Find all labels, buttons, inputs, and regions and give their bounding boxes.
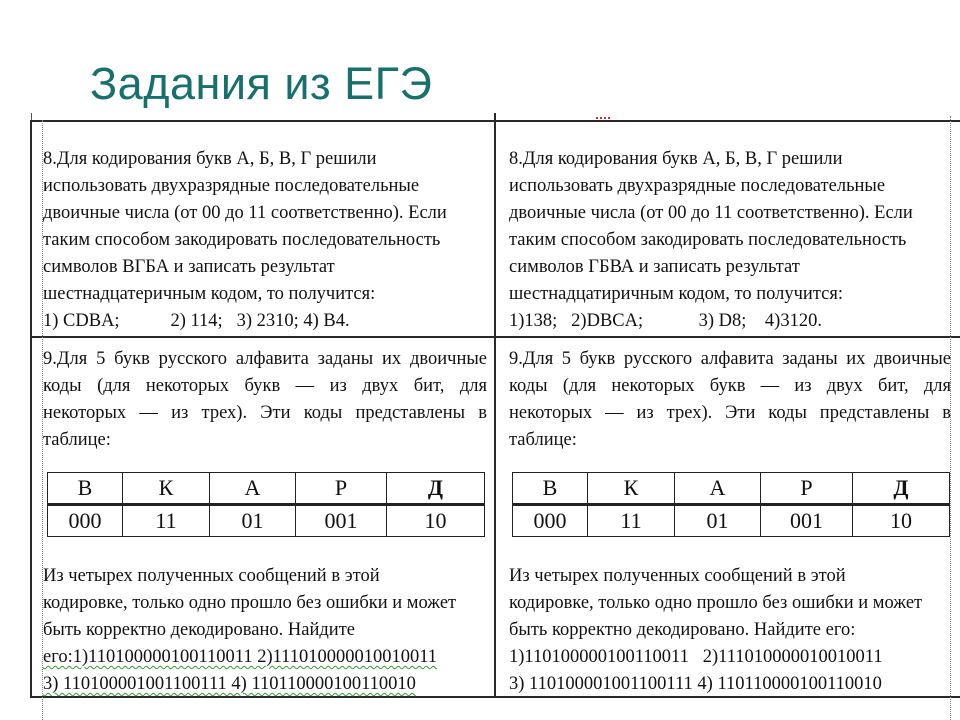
table-cell: Д <box>853 473 950 505</box>
text-line: двоичные числа (от 00 до 11 соответственно). Если <box>43 203 447 223</box>
table-middle-border <box>494 113 496 698</box>
code-table-codes-row <box>48 505 485 537</box>
table-left-border <box>30 120 32 698</box>
text-line: таким способом закодировать последовательность <box>509 230 907 250</box>
text-line: быть корректно декодировано. Найдите его: <box>509 620 856 640</box>
table-cell: В <box>48 473 123 505</box>
text-line: символов ВГБА и записать результат <box>43 257 335 277</box>
text-line: 8.Для кодирования букв А, Б, В, Г решили <box>509 149 843 169</box>
text-line: некоторых — из трех). Эти коды представлены в <box>509 403 951 423</box>
top-left-tick <box>31 113 32 120</box>
text-line: использовать двухразрядные последовательные <box>509 176 886 196</box>
table-cell: Д <box>387 473 485 505</box>
text-line: 9.Для 5 букв русского алфавита заданы их двоичные <box>509 349 951 369</box>
text-line: некоторых — из трех). Эти коды представлены в <box>43 403 487 423</box>
task9-left-intro <box>43 346 487 454</box>
table-cell: 001 <box>296 505 387 537</box>
table-cell: 11 <box>588 505 675 537</box>
table-cell: 10 <box>387 505 485 537</box>
table-cell: Р <box>296 473 387 505</box>
text-line: коды (для некоторых букв — из двух бит, для <box>509 376 951 396</box>
answer-options: 1)138; 2)DBCA; 3) D8; 4)3120. <box>509 311 822 331</box>
table-cell: 000 <box>513 505 588 537</box>
slide-title: Задания из ЕГЭ <box>90 58 433 109</box>
table-cell: 10 <box>853 505 950 537</box>
text-line: Из четырех полученных сообщений в этой <box>43 566 380 586</box>
code-table-letters-row <box>48 473 485 505</box>
task9-right-body <box>509 563 954 698</box>
table-cell: 11 <box>123 505 210 537</box>
code-table-letters-row <box>513 473 950 505</box>
answer-options: 1)110100000100110011 2)111010000010010011 <box>509 647 883 667</box>
text-line: символов ГБВА и записать результат <box>509 257 800 277</box>
answer-options: его:1)110100000100110011 2)111010000010010011 <box>43 647 438 667</box>
text-line: 8.Для кодирования букв А, Б, В, Г решили <box>43 149 377 169</box>
text-line: таблице: <box>43 430 111 450</box>
text-line: Из четырех полученных сообщений в этой <box>509 566 846 586</box>
text-line: шестнадцатеричным кодом, то получится: <box>43 284 376 304</box>
text-line: таблице: <box>509 430 577 450</box>
spellcheck-mark <box>596 117 610 123</box>
code-table-right <box>512 472 950 537</box>
text-line: коды (для некоторых букв — из двух бит, для <box>43 376 487 396</box>
table-cell: К <box>588 473 675 505</box>
text-line: быть корректно декодировано. Найдите <box>43 620 355 640</box>
text-line: использовать двухразрядные последовательные <box>43 176 420 196</box>
answer-options: 3) 110100001001100111 4) 110110000100110010 <box>43 674 416 694</box>
answer-options: 3) 110100001001100111 4) 110110000100110010 <box>509 674 882 694</box>
code-table-codes-row <box>513 505 950 537</box>
task9-right-intro <box>509 346 951 454</box>
table-cell: К <box>123 473 210 505</box>
table-cell: А <box>675 473 761 505</box>
table-cell: 000 <box>48 505 123 537</box>
answer-options: 1) CDBA; 2) 114; 3) 2310; 4) B4. <box>43 311 350 331</box>
table-cell: 01 <box>675 505 761 537</box>
task8-left-cell <box>43 146 488 335</box>
code-table-left <box>47 472 485 537</box>
task8-right-cell <box>509 146 954 335</box>
text-line: таким способом закодировать последовательность <box>43 230 441 250</box>
table-cell: 01 <box>210 505 296 537</box>
text-line: 9.Для 5 букв русского алфавита заданы их двоичные <box>43 349 487 369</box>
text-line: шестнадцатиричным кодом, то получится: <box>509 284 843 304</box>
text-line: кодировке, только одно прошло без ошибки и может <box>43 593 457 613</box>
table-cell: А <box>210 473 296 505</box>
table-cell: 001 <box>761 505 853 537</box>
text-line: кодировке, только одно прошло без ошибки и может <box>509 593 923 613</box>
table-cell: Р <box>761 473 853 505</box>
table-cell: В <box>513 473 588 505</box>
task9-left-body <box>43 563 488 698</box>
text-line: двоичные числа (от 00 до 11 соответственно). Если <box>509 203 913 223</box>
